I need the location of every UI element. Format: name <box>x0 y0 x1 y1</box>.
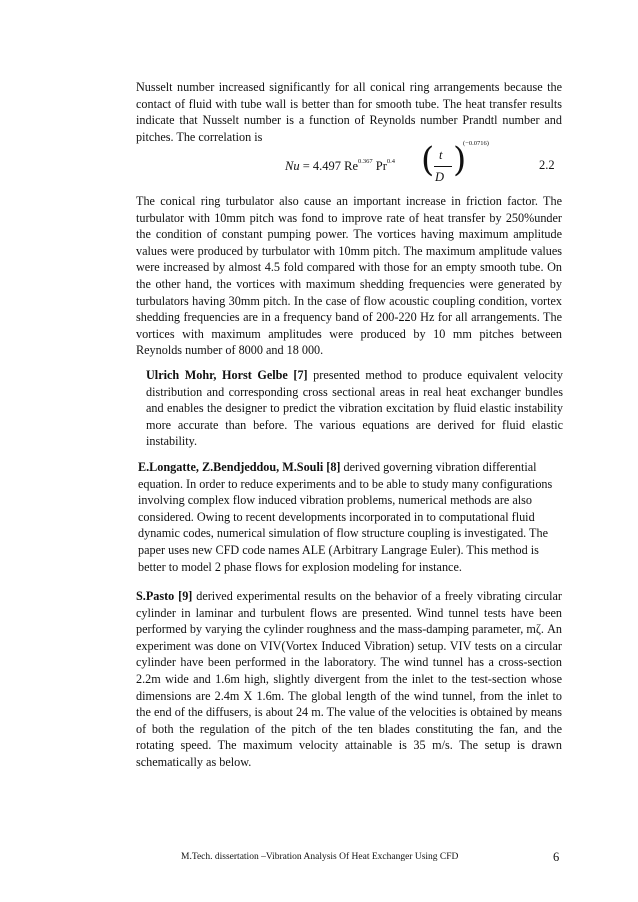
ratio-exponent: (−0.0716) <box>463 140 489 147</box>
equation-pr: Pr <box>375 159 387 173</box>
equation-coefficient: = 4.497 <box>302 159 342 173</box>
text-longatte: derived governing vibration differential equation. In order to reduce experiments and to be able to study many configurations involving complex flow induced vibration problems, numerical methods are also considered. Owing to recent developments incorporated in to computational fluid dynamic codes, numerical simulation of flow structure coupling is investigated. The paper uses new CFD code names ALE (Arbitrary Langrage Euler). This method is better to model 2 phase flows for explosion modeling for instance. <box>138 460 553 574</box>
paragraph-mohr-gelbe <box>146 367 563 450</box>
text-pasto: derived experimental results on the behavior of a freely vibrating circular cylinder in laminar and turbulent flows are presented. Wind tunnel tests have been performed by varying the cylinder roughness and the mass-damping parameter, mζ. An experiment was done on VIV(Vortex Induced Vibration) setup. VIV tests on a circular cylinder have been performed in the laboratory. The wind tunnel has a cross-section 2.2m wide and 1.6m high, slightly divergent from the inlet to the test-section whose dimensions are 2.4m X 1.6m. The global length of the wind tunnel, from the inlet to the end of the diffusers, is about 24 m. The value of the velocities is obtained by means of both the regulation of the pitch of the ten blades constituting the fan, and the rotating speed. The maximum velocity attainable is 35 m/s. The setup is drawn schematically as below. <box>136 589 562 769</box>
left-paren: ( <box>421 140 435 180</box>
equation-pr-exponent: 0.4 <box>386 158 396 165</box>
equation-re: Re <box>344 159 359 173</box>
paragraph-nusselt: Nusselt number increased significantly for all conical ring arrangements because the contact of fluid with tube wall is better than for smooth tube. The heat transfer results indicate that Nusselt number is a function of Reynolds number Prandtl number and pitches. The correlation is <box>136 80 562 144</box>
fraction-bar <box>434 166 452 167</box>
text-mohr-gelbe: presented method to produce equivalent velocity distribution and corresponding cross sectional areas in real heat exchanger bundles and enables the designer to predict the vibration excitation by fluid elastic instability more accurate than before. The various equations are derived for fluid elastic instability. <box>146 368 563 449</box>
page-number: 6 <box>553 850 560 864</box>
paragraph-longatte <box>138 459 563 575</box>
fraction-numerator: t <box>439 148 443 162</box>
authors-mohr-gelbe: Ulrich Mohr, Horst Gelbe [7] <box>146 368 308 382</box>
paragraph-friction: The conical ring turbulator also cause an important increase in friction factor. The turbulator with 10mm pitch was fond to improve rate of heat transfer by 250%under the condition of constant pumping power. The vortices having maximum amplitude values were produced by turbulator with 10mm pitch. The maximum amplitude values were increased by almost 4.5 fold compared with those for an empty smooth tube. On the other hand, the vortices with maximum shedding frequencies were generated by turbulators having 30mm pitch. In the case of flow acoustic coupling condition, vortex shedding frequencies are in a frequency band of 200-220 Hz for all arrangements. The vortices with maximum amplitudes were produced by 10 mm pitches between Reynolds number of 8000 and 18 000. <box>136 194 562 358</box>
page-footer: M.Tech. dissertation –Vibration Analysis Of Heat Exchanger Using CFD <box>181 852 459 862</box>
right-paren: ) <box>453 140 467 180</box>
equation-number: 2.2 <box>539 158 555 172</box>
equation-base <box>285 158 395 174</box>
equation-lhs: Nu <box>285 159 300 173</box>
authors-longatte: E.Longatte, Z.Bendjeddou, M.Souli [8] <box>138 460 341 474</box>
authors-pasto: S.Pasto [9] <box>136 589 193 603</box>
equation-re-exponent: 0.367 <box>358 158 373 165</box>
fraction-denominator: D <box>435 170 445 184</box>
paragraph-pasto <box>136 588 562 771</box>
correlation-equation <box>285 141 565 193</box>
